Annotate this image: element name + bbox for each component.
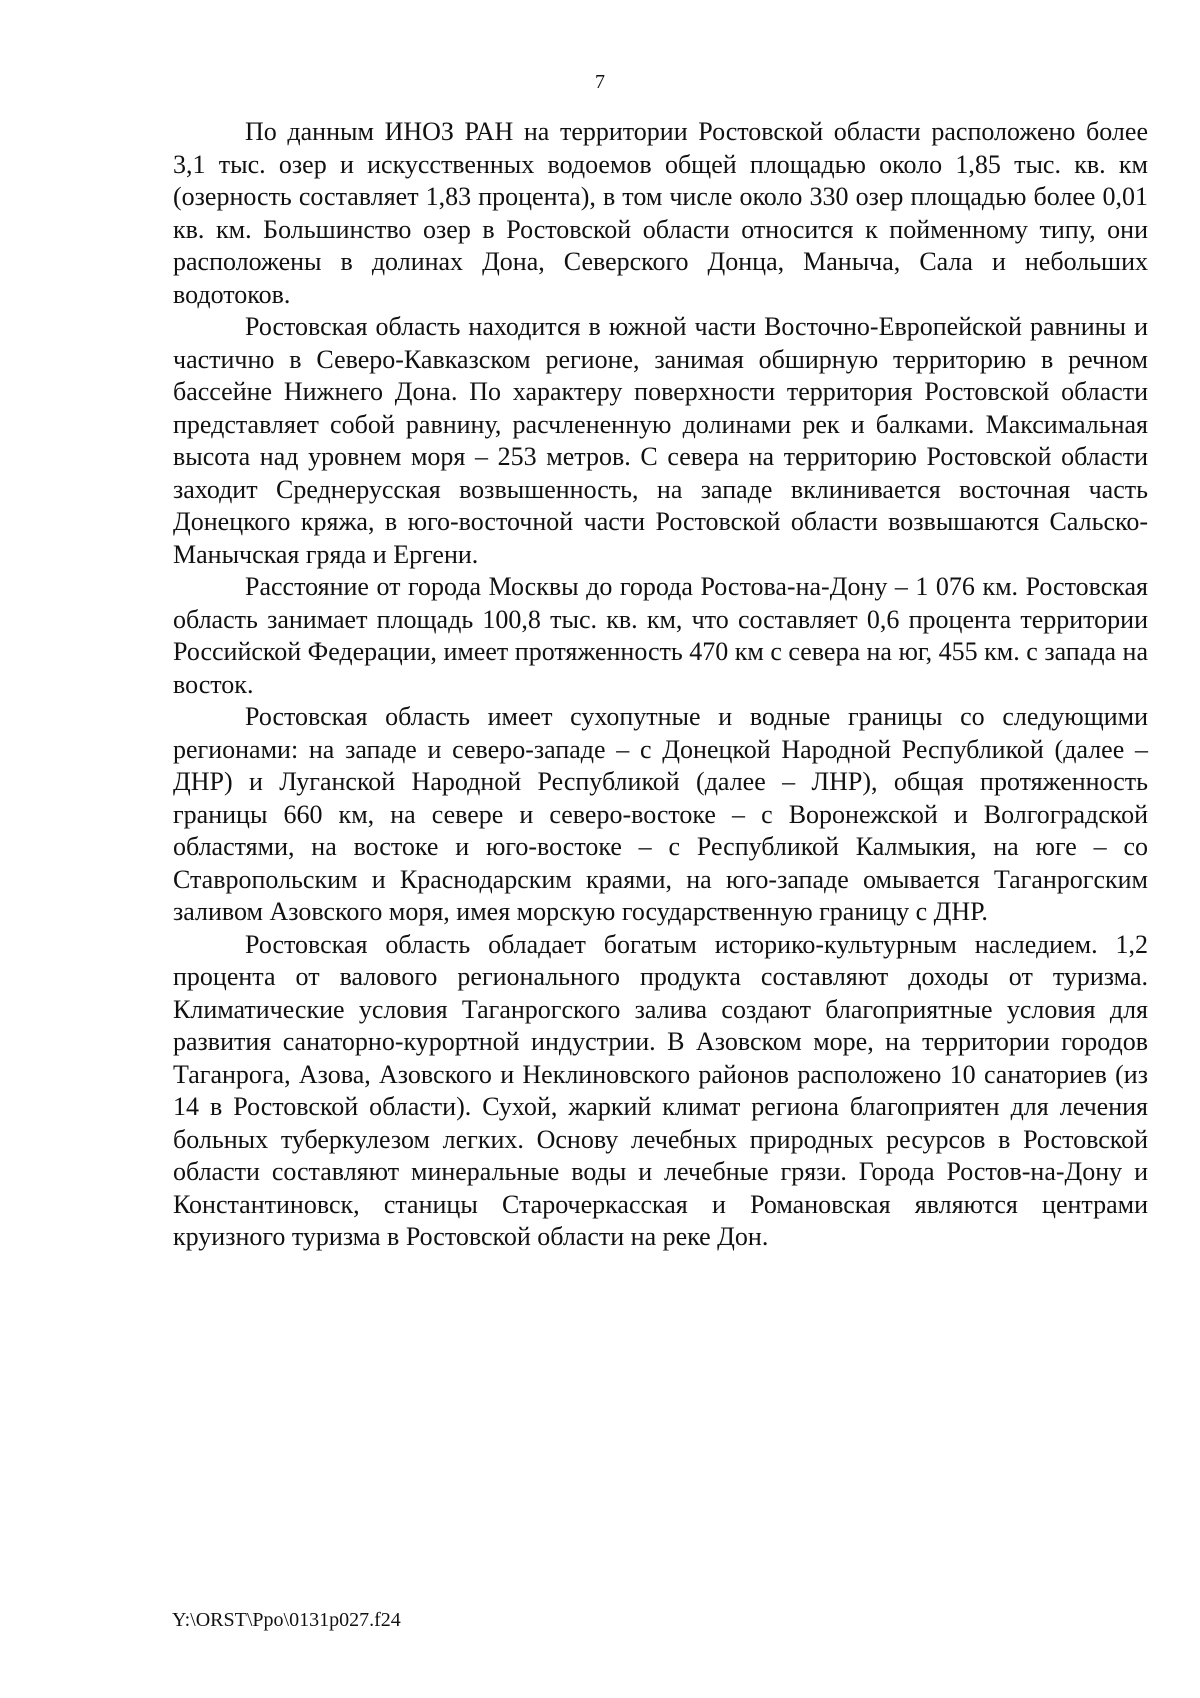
page-number: 7 (595, 71, 605, 93)
paragraph-distance-area: Расстояние от города Москвы до города Ростова-на-Дону – 1 076 км. Ростовская область занимает площадь 100,8 тыс. кв. км, что составляет 0,6 процента территории Российской Федерации, имеет протяженность 470 км с севера на юг, 455 км. с запада на восток. (173, 572, 1148, 699)
footer-file-path: Y:\ORST\Ppo\0131p027.f24 (172, 1609, 401, 1631)
paragraph-borders: Ростовская область имеет сухопутные и водные границы со следующими регионами: на западе и северо-западе – с Донецкой Народной Республикой (далее – ДНР) и Луганской Народной Республикой (далее – ЛНР), общая протяженность границы 660 км, на севере и северо-востоке – с Воронежской и Волгоградской областями, на востоке и юго-востоке – с Республикой Калмыкия, на юге – со Ставропольским и Краснодарским краями, на юго-западе омывается Таганрогским заливом Азовского моря, имея морскую государственную границу с ДНР. (173, 702, 1148, 926)
paragraph-lakes: По данным ИНОЗ РАН на территории Ростовской области расположено более 3,1 тыс. озер и искусственных водоемов общей площадью около 1,85 тыс. кв. км (озерность составляет 1,83 процента), в том числе около 330 озер площадью более 0,01 кв. км. Большинство озер в Ростовской области относится к пойменному типу, они расположены в долинах Дона, Северского Донца, Маныча, Сала и небольших водотоков. (173, 117, 1148, 309)
paragraph-relief: Ростовская область находится в южной части Восточно-Европейской равнины и частично в Северо-Кавказском регионе, занимая обширную территорию в речном бассейне Нижнего Дона. По характеру поверхности территория Ростовской области представляет собой равнину, расчлененную долинами рек и балками. Максимальная высота над уровнем моря – 253 метров. С севера на территорию Ростовской области заходит Среднерусская возвышенность, на западе вклинивается восточная часть Донецкого кряжа, в юго-восточной части Ростовской области возвышаются Сальско-Манычская гряда и Ергени. (173, 312, 1148, 569)
paragraph-tourism: Ростовская область обладает богатым историко-культурным наследием. 1,2 процента от валового регионального продукта составляют доходы от туризма. Климатические условия Таганрогского залива создают благоприятные условия для развития санаторно-курортной индустрии. В Азовском море, на территории городов Таганрога, Азова, Азовского и Неклиновского районов расположено 10 санаториев (из 14 в Ростовской области). Сухой, жаркий климат региона благоприятен для лечения больных туберкулезом легких. Основу лечебных природных ресурсов в Ростовской области составляют минеральные воды и лечебные грязи. Города Ростов-на-Дону и Константиновск, станицы Старочеркасская и Романовская являются центрами круизного туризма в Ростовской области на реке Дон. (173, 929, 1148, 1251)
document-body (173, 116, 1148, 1254)
